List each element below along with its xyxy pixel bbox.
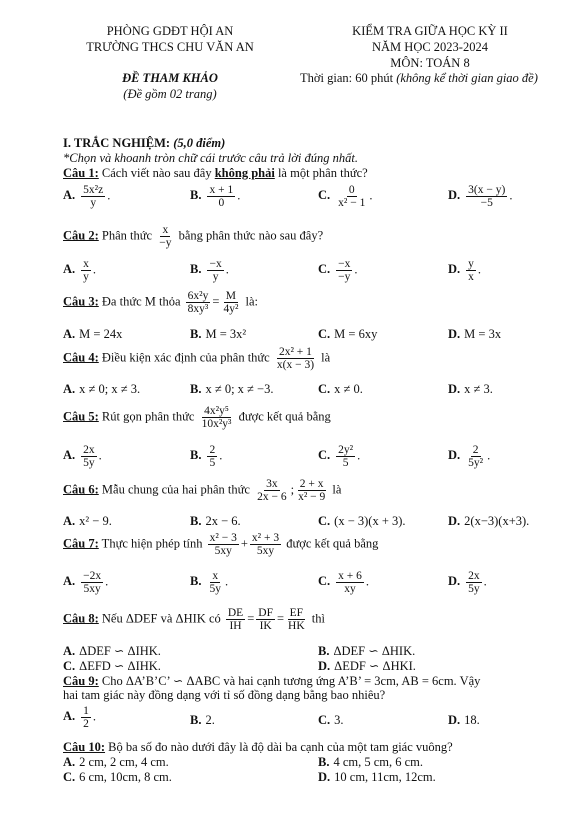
option-letter: D.: [448, 514, 461, 528]
option-tail: .: [357, 448, 361, 463]
option-value: x ≠ 0; x ≠ −3.: [205, 382, 274, 396]
option-letter: B.: [190, 327, 202, 341]
numerator: x: [162, 224, 169, 236]
q6-option-c[interactable]: [318, 514, 406, 529]
denominator: xy: [344, 583, 356, 596]
q5-pre: Rút gọn phân thức: [98, 409, 198, 424]
numerator: 2: [209, 444, 216, 456]
q8-post: thì: [308, 611, 325, 626]
denominator: IK: [259, 620, 272, 633]
option-letter: B.: [190, 188, 202, 203]
option-letter: A.: [63, 574, 76, 589]
question-4: [63, 346, 330, 371]
numerator: x² + 3: [251, 532, 280, 544]
q4-post: là: [318, 350, 331, 365]
question-8: [63, 607, 325, 632]
numerator: 5x²z: [83, 184, 104, 196]
numerator: 2x: [468, 570, 480, 582]
numerator: 4x²y⁵: [204, 405, 229, 417]
section-points: (5,0 điểm): [173, 136, 226, 150]
q7-post: được kết quả bằng: [283, 536, 379, 551]
option-letter: A.: [63, 262, 76, 277]
option-letter: D.: [318, 770, 331, 784]
q10-option-c[interactable]: [63, 770, 172, 785]
school-year: NĂM HỌC 2023-2024: [372, 40, 488, 54]
fraction: [81, 705, 91, 730]
numerator: 6x²y: [187, 290, 209, 302]
q5-num: Câu 5:: [63, 409, 99, 424]
q2-option-b[interactable]: [190, 258, 229, 283]
denominator: 0: [218, 197, 225, 210]
q7-option-d[interactable]: [448, 570, 487, 595]
option-letter: D.: [448, 188, 461, 203]
numerator: EF: [289, 607, 304, 619]
fraction: [336, 570, 364, 595]
question-6: [63, 478, 341, 503]
option-tail: .: [107, 188, 111, 203]
q5-option-c[interactable]: [318, 444, 360, 469]
numerator: 0: [348, 184, 355, 196]
q3-option-d[interactable]: [448, 327, 501, 342]
q4-option-d[interactable]: [448, 382, 493, 397]
option-value: 4 cm, 5 cm, 6 cm.: [333, 755, 424, 769]
option-letter: C.: [318, 448, 331, 463]
q6-post: là: [329, 482, 342, 497]
q1-option-b[interactable]: [190, 184, 240, 209]
q9-line2: hai tam giác này đồng dạng với tỉ số đồng dạng bằng bao nhiêu?: [63, 688, 386, 702]
option-letter: A.: [63, 382, 76, 396]
denominator: 2x − 6: [257, 491, 287, 504]
denominator: 5: [342, 457, 349, 470]
time-note: (không kể thời gian giao đề): [396, 71, 538, 85]
numerator: 2x² + 1: [278, 346, 312, 358]
option-letter: B.: [190, 713, 202, 727]
option-letter: B.: [318, 644, 330, 658]
q6-option-a[interactable]: [63, 514, 112, 529]
subject: MÔN: TOÁN 8: [390, 56, 470, 70]
q6-pre: Mẫu chung của hai phân thức: [98, 482, 254, 497]
option-value: (x − 3)(x + 3).: [334, 514, 406, 528]
q5-option-a[interactable]: [63, 444, 102, 469]
numerator: −2x: [83, 570, 102, 582]
q1-option-d[interactable]: [448, 184, 512, 209]
q1-text-b: là một phân thức?: [274, 166, 368, 180]
fraction: [200, 405, 234, 430]
fraction: [207, 444, 217, 469]
reference-label: ĐỀ THAM KHẢO: [122, 71, 218, 85]
option-letter: C.: [318, 327, 331, 341]
q3-post: là:: [242, 294, 259, 309]
denominator: −5: [480, 197, 493, 210]
denominator: 5y²: [468, 457, 484, 470]
q6-num: Câu 6:: [63, 482, 99, 497]
q9-line1: Cho ΔA’B’C’ ∽ ΔABC và hai cạnh tương ứng A’B’ = 3cm, AB = 6cm. Vậy: [98, 674, 481, 688]
fraction: [466, 184, 507, 209]
q8-pre: Nếu ΔDEF và ΔHIK có: [98, 611, 224, 626]
denominator: 5y: [209, 583, 221, 596]
q8-num: Câu 8:: [63, 611, 99, 626]
denominator: 4y²: [223, 303, 239, 316]
fraction: [466, 444, 485, 469]
fraction: [255, 478, 289, 503]
denominator: 5y: [468, 583, 480, 596]
option-value: ΔEFD ∽ ΔIHK.: [79, 659, 161, 673]
option-letter: C.: [318, 514, 331, 528]
fraction: [186, 290, 211, 315]
fraction: [250, 532, 281, 557]
fraction: [207, 258, 223, 283]
time-label: Thời gian: 60 phút: [300, 71, 397, 85]
fraction: [336, 258, 352, 283]
q1-text-a: Cách viết nào sau đây: [98, 166, 215, 180]
option-letter: D.: [448, 262, 461, 277]
question-2: [63, 224, 323, 249]
q4-option-c[interactable]: [318, 382, 363, 397]
option-value: 10 cm, 11cm, 12cm.: [334, 770, 436, 784]
q4-option-b[interactable]: [190, 382, 273, 397]
equals-sign: =: [247, 611, 255, 626]
denominator: IH: [229, 620, 242, 633]
q2-option-a[interactable]: [63, 258, 96, 283]
denominator: x(x − 3): [276, 359, 315, 372]
option-tail: .: [92, 262, 97, 277]
fraction: [336, 444, 355, 469]
page-count: (Đề gồm 02 trang): [123, 87, 217, 101]
q3-option-a[interactable]: [63, 327, 122, 342]
option-letter: C.: [318, 188, 331, 203]
option-tail: .: [369, 188, 373, 203]
q8-option-c[interactable]: [63, 658, 161, 674]
option-value: M = 24x: [79, 327, 123, 341]
option-tail: .: [487, 448, 491, 463]
q9-option-d[interactable]: [448, 713, 480, 728]
q7-option-c[interactable]: [318, 570, 369, 595]
option-value: ΔDEF ∽ ΔHIK.: [333, 644, 416, 658]
numerator: DF: [258, 607, 273, 619]
option-tail: .: [225, 262, 229, 277]
option-letter: D.: [448, 448, 461, 463]
dept-name: PHÒNG GDĐT HỘI AN: [106, 24, 234, 38]
option-value: 6 cm, 10cm, 8 cm.: [79, 770, 172, 784]
option-letter: D.: [448, 713, 461, 727]
option-tail: .: [98, 448, 102, 463]
fraction: [81, 570, 103, 595]
option-letter: C.: [318, 262, 331, 277]
q7-pre: Thực hiện phép tính: [98, 536, 206, 551]
denominator: 10x²y³: [201, 418, 232, 431]
q4-option-a[interactable]: [63, 382, 140, 397]
fraction: [466, 570, 482, 595]
option-tail: .: [365, 574, 370, 589]
fraction: [208, 532, 239, 557]
denominator: x² − 9: [298, 491, 326, 504]
option-letter: A.: [63, 644, 76, 658]
q7-option-b[interactable]: [190, 570, 228, 595]
option-tail: .: [237, 188, 241, 203]
option-tail: .: [477, 262, 482, 277]
q1-option-a[interactable]: [63, 184, 110, 209]
q10-text: Bộ ba số đo nào dưới đây là độ dài ba cạnh của một tam giác vuông?: [105, 740, 453, 754]
instruction: *Chọn và khoanh tròn chữ cái trước câu trả lời đúng nhất.: [63, 151, 359, 165]
denominator: y: [212, 271, 219, 284]
q9-option-b[interactable]: [190, 713, 215, 728]
option-letter: D.: [448, 574, 461, 589]
equals-sign: =: [212, 294, 220, 309]
separator: ;: [290, 482, 295, 497]
denominator: y: [90, 197, 97, 210]
q10-option-d[interactable]: [318, 770, 436, 785]
numerator: −x: [338, 258, 351, 270]
option-value: x ≠ 0; x ≠ 3.: [79, 382, 141, 396]
option-letter: A.: [63, 327, 76, 341]
q10-num: Câu 10:: [63, 740, 106, 754]
option-letter: A.: [63, 448, 76, 463]
option-value: x ≠ 3.: [464, 382, 493, 396]
option-letter: A.: [63, 709, 76, 724]
q7-option-a[interactable]: [63, 570, 108, 595]
denominator: x² − 1: [338, 197, 366, 210]
option-letter: B.: [190, 574, 202, 589]
q9-option-a[interactable]: [63, 705, 96, 730]
q4-pre: Điều kiện xác định của phân thức: [98, 350, 273, 365]
numerator: 3(x − y): [468, 184, 506, 196]
numerator: 2: [472, 444, 479, 456]
q6-option-d[interactable]: [448, 514, 529, 529]
question-3: [63, 290, 258, 315]
fraction: [275, 346, 316, 371]
option-letter: B.: [190, 382, 202, 396]
option-value: 3.: [334, 713, 344, 727]
numerator: x: [212, 570, 219, 582]
denominator: −y: [338, 271, 351, 284]
section-title: [63, 136, 225, 151]
question-7: [63, 532, 378, 557]
fraction: [207, 570, 223, 595]
option-letter: A.: [63, 755, 76, 769]
option-value: x² − 9.: [79, 514, 112, 528]
fraction: [81, 444, 97, 469]
numerator: x + 6: [338, 570, 362, 582]
denominator: 2: [83, 718, 89, 731]
q4-num: Câu 4:: [63, 350, 99, 365]
q9-num: Câu 9:: [63, 674, 99, 688]
q3-num: Câu 3:: [63, 294, 99, 309]
fraction: [296, 478, 327, 503]
denominator: −y: [159, 237, 172, 250]
time-line: [300, 71, 538, 86]
option-letter: A.: [63, 188, 76, 203]
fraction: [466, 258, 476, 283]
q2-option-c[interactable]: [318, 258, 358, 283]
option-value: M = 3x: [464, 327, 502, 341]
q8-option-b[interactable]: [318, 643, 415, 659]
q3-pre: Đa thức M thỏa: [98, 294, 184, 309]
option-value: ΔDEF ∽ ΔIHK.: [79, 644, 161, 658]
q7-num: Câu 7:: [63, 536, 99, 551]
option-letter: B.: [190, 514, 202, 528]
numerator: x: [83, 258, 89, 270]
option-value: M = 6xy: [334, 327, 378, 341]
q2-post: bằng phân thức nào sau đây?: [175, 228, 324, 243]
denominator: 5: [209, 457, 216, 470]
q2-num: Câu 2:: [63, 228, 99, 243]
numerator: 2y²: [338, 444, 354, 456]
option-value: x ≠ 0.: [334, 382, 363, 396]
numerator: M: [225, 290, 237, 302]
option-letter: C.: [63, 770, 76, 784]
option-tail: .: [224, 574, 229, 589]
q1-num: Câu 1:: [63, 166, 99, 180]
fraction: [81, 184, 105, 209]
fraction: [226, 607, 245, 632]
option-letter: B.: [190, 448, 202, 463]
question-9: [63, 673, 480, 689]
numerator: x² − 3: [209, 532, 237, 544]
denominator: HK: [288, 620, 305, 633]
q9-option-c[interactable]: [318, 713, 344, 728]
exam-title: KIỂM TRA GIỮA HỌC KỲ II: [352, 24, 508, 38]
numerator: 2x: [83, 444, 95, 456]
section-title-text: I. TRẮC NGHIỆM:: [63, 136, 174, 150]
option-letter: D.: [448, 327, 461, 341]
option-value: 18.: [464, 713, 480, 727]
fraction: [81, 258, 91, 283]
question-5: [63, 405, 331, 430]
q1-option-c[interactable]: [318, 184, 372, 209]
option-letter: D.: [448, 382, 461, 396]
numerator: −x: [209, 258, 222, 270]
denominator: x: [468, 271, 474, 284]
option-tail: .: [483, 574, 487, 589]
option-value: 2(x−3)(x+3).: [464, 514, 530, 528]
option-letter: B.: [318, 755, 330, 769]
option-tail: .: [509, 188, 513, 203]
numerator: DE: [227, 607, 244, 619]
numerator: x + 1: [209, 184, 234, 196]
option-letter: B.: [190, 262, 202, 277]
plus-sign: +: [240, 536, 248, 551]
fraction: [207, 184, 235, 209]
option-value: 2 cm, 2 cm, 4 cm.: [79, 755, 169, 769]
q3-option-b[interactable]: [190, 327, 246, 342]
numerator: y: [468, 258, 474, 270]
q10-option-b[interactable]: [318, 755, 423, 770]
option-letter: C.: [318, 574, 331, 589]
numerator: 2 + x: [299, 478, 324, 490]
q5-post: được kết quả bằng: [235, 409, 331, 424]
option-letter: A.: [63, 514, 76, 528]
q1-emph: không phải: [214, 166, 275, 180]
option-tail: .: [92, 709, 97, 724]
denominator: 5y: [83, 457, 95, 470]
option-tail: .: [354, 262, 358, 277]
q5-option-d[interactable]: [448, 444, 490, 469]
option-tail: .: [105, 574, 109, 589]
option-value: ΔEDF ∽ ΔHKI.: [334, 659, 416, 673]
fraction: [256, 607, 275, 632]
q2-pre: Phân thức: [98, 228, 156, 243]
option-letter: C.: [318, 713, 331, 727]
q8-option-a[interactable]: [63, 643, 161, 659]
q2-option-d[interactable]: [448, 258, 481, 283]
numerator: 3x: [266, 478, 278, 490]
fraction: [221, 290, 240, 315]
fraction: [286, 607, 307, 632]
denominator: y: [83, 271, 89, 284]
option-value: 2x − 6.: [205, 514, 241, 528]
q6-option-b[interactable]: [190, 514, 241, 529]
denominator: 5xy: [214, 545, 232, 558]
equals-sign: =: [276, 611, 285, 626]
denominator: 8xy³: [187, 303, 209, 316]
option-value: M = 3x²: [205, 327, 247, 341]
option-letter: D.: [318, 659, 331, 673]
q8-option-d[interactable]: [318, 658, 416, 674]
option-value: 2.: [205, 713, 215, 727]
question-10: [63, 740, 453, 755]
q5-option-b[interactable]: [190, 444, 222, 469]
denominator: 5xy: [83, 583, 101, 596]
q3-option-c[interactable]: [318, 327, 377, 342]
numerator: 1: [83, 705, 89, 717]
denominator: 5xy: [256, 545, 275, 558]
question-1: [63, 166, 368, 181]
fraction: [336, 184, 367, 209]
option-letter: C.: [318, 382, 331, 396]
q10-option-a[interactable]: [63, 755, 169, 770]
option-letter: C.: [63, 659, 76, 673]
option-tail: .: [219, 448, 223, 463]
fraction: [157, 224, 173, 249]
school-name: TRƯỜNG THCS CHU VĂN AN: [86, 40, 254, 54]
